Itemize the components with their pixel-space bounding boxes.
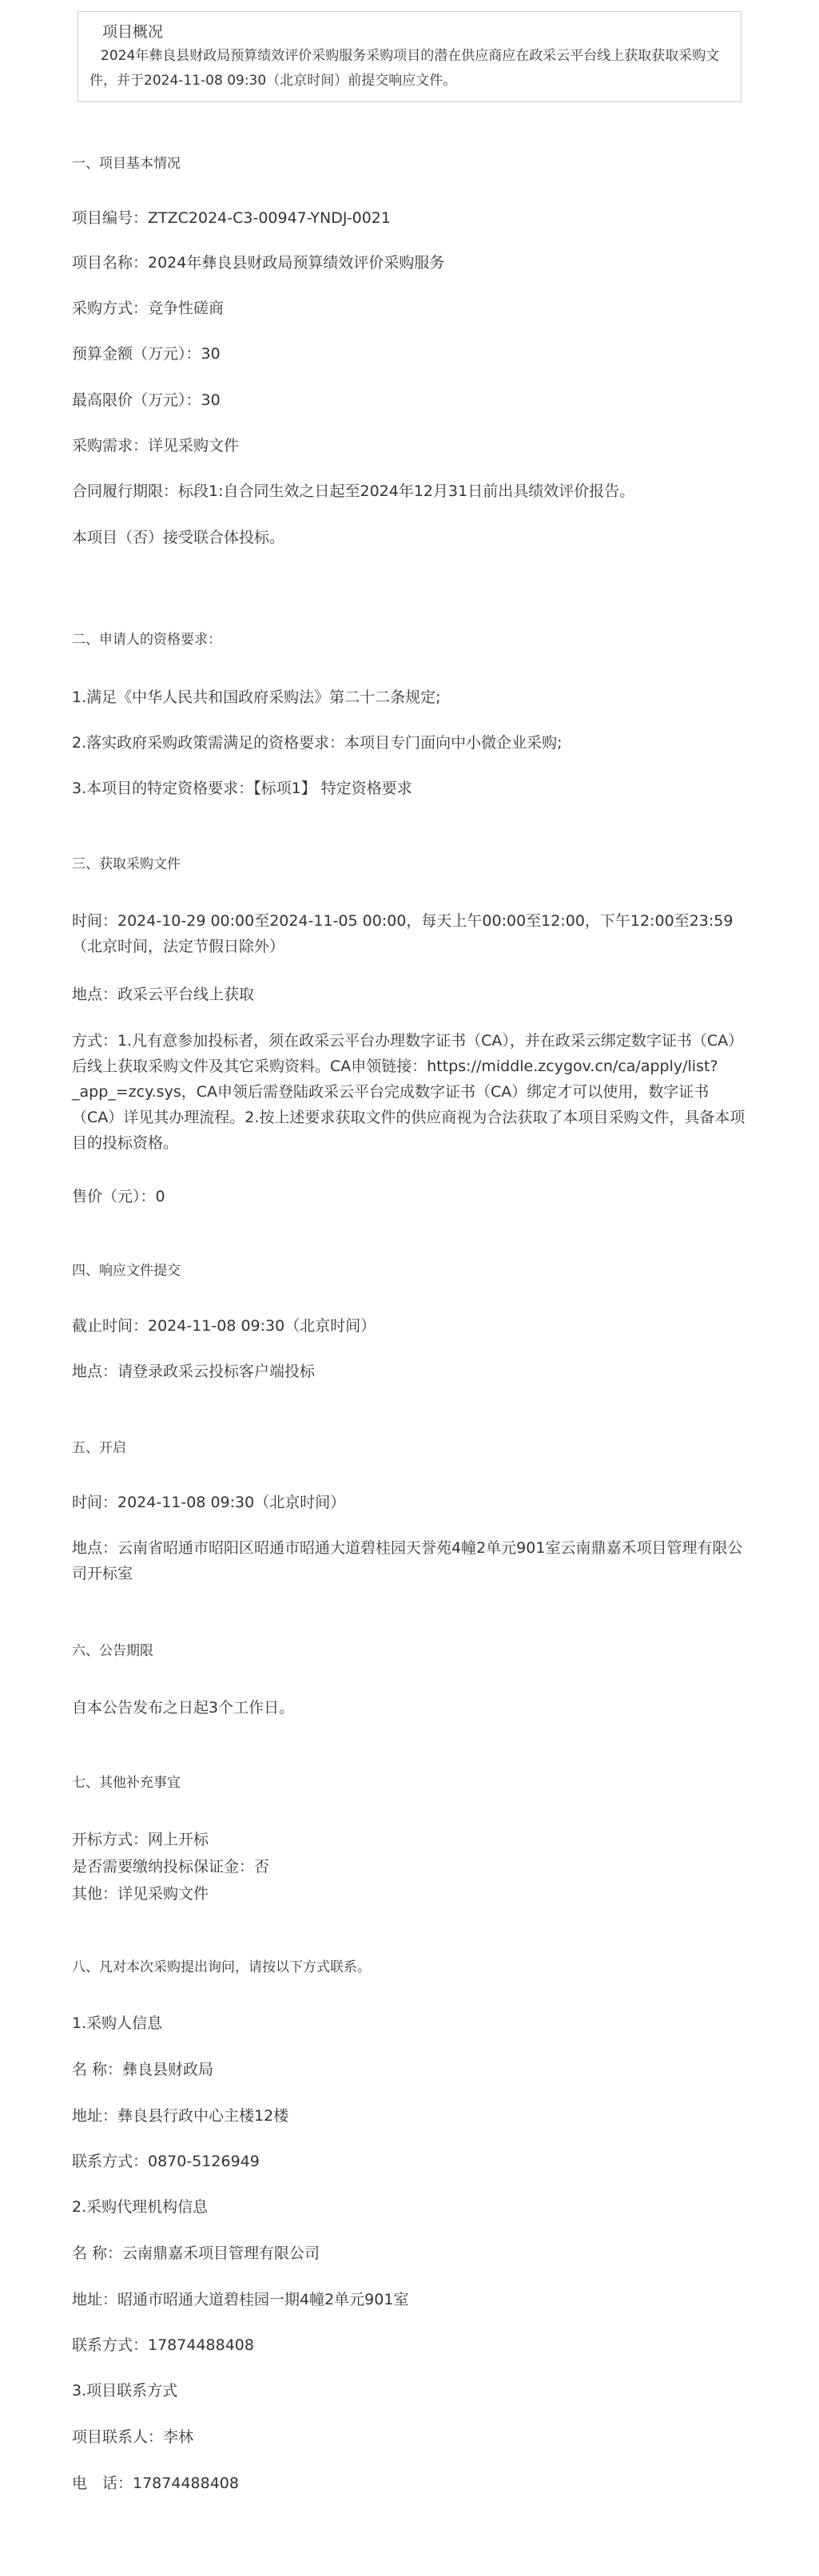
contact-info-title: 3.项目联系方式	[72, 2382, 178, 2399]
section-1-heading: 一、项目基本情况	[72, 156, 181, 172]
agency-address: 地址：昭通市昭通大道碧桂园一期4幢2单元901室	[72, 2291, 409, 2308]
qualification-1: 1.满足《中华人民共和国政府采购法》第二十二条规定;	[72, 689, 441, 706]
document-time: 时间：2024-10-29 00:00至2024-11-05 00:00，每天上午00:00至12:00，下午12:00至23:59（北京时间，法定节假日除外）	[72, 912, 734, 955]
other-matters: 其他：详见采购文件	[72, 1885, 209, 1903]
contact-person: 项目联系人：李林	[72, 2428, 194, 2446]
document-price: 售价（元）：0	[72, 1188, 165, 1205]
section-2-heading: 二、申请人的资格要求：	[72, 632, 221, 648]
agency-phone: 联系方式：17874488408	[72, 2336, 254, 2354]
purchaser-phone: 联系方式：0870-5126949	[72, 2153, 260, 2170]
procurement-requirements: 采购需求：详见采购文件	[72, 437, 240, 454]
budget-amount: 预算金额（万元）：30	[72, 345, 221, 363]
section-4-heading: 四、响应文件提交	[72, 1263, 181, 1279]
submission-deadline: 截止时间：2024-11-08 09:30（北京时间）	[72, 1317, 376, 1335]
section-7-heading: 七、其他补充事宜	[72, 1775, 181, 1791]
document-method: 方式：1.凡有意参加投标者，须在政采云平台办理数字证书（CA），并在政采云绑定数字证书（CA）后线上获取采购文件及其它采购资料。CA申领链接：https://middle.zcygov.cn/ca/apply/list?_app_=zcy.sys，CA申领后需登陆政采云平台完成数字证书（CA）绑定才可以使用，数字证书（CA）详见其办理流程。2.按上述要求获取文件的供应商视为合法获取了本项目采购文件，具备本项目的投标资格。	[72, 1032, 745, 1152]
notice-period: 自本公告发布之日起3个工作日。	[72, 1699, 295, 1717]
opening-place: 地点：云南省昭通市昭阳区昭通市昭通大道碧桂园天誉苑4幢2单元901室云南鼎嘉禾项目管理有限公司开标室	[72, 1539, 743, 1582]
consortium-note: 本项目（否）接受联合体投标。	[72, 529, 285, 546]
project-name: 项目名称：2024年彝良县财政局预算绩效评价采购服务	[72, 254, 445, 272]
procurement-method: 采购方式：竞争性磋商	[72, 300, 225, 317]
overview-title: 项目概况	[102, 23, 164, 41]
section-8-heading: 八、凡对本次采购提出询问，请按以下方式联系。	[72, 1959, 371, 1975]
section-6-heading: 六、公告期限	[72, 1643, 153, 1659]
qualification-3: 3.本项目的特定资格要求：【标项1】 特定资格要求	[72, 780, 412, 797]
submission-place: 地点：请登录政采云投标客户端投标	[72, 1363, 316, 1380]
qualification-2: 2.落实政府采购政策需满足的资格要求：本项目专门面向中小微企业采购;	[72, 734, 563, 752]
project-number: 项目编号：ZTZC2024-C3-00947-YNDJ-0021	[72, 209, 391, 227]
purchaser-name: 名 称：彝良县财政局	[72, 2061, 214, 2078]
purchaser-address: 地址：彝良县行政中心主楼12楼	[72, 2107, 289, 2125]
document-place: 地点：政采云平台线上获取	[72, 986, 255, 1003]
section-5-heading: 五、开启	[72, 1440, 126, 1456]
contract-period: 合同履行期限：标段1:自合同生效之日起至2024年12月31日前出具绩效评价报告。	[72, 482, 635, 500]
overview-description: 2024年彝良县财政局预算绩效评价采购服务采购项目的潜在供应商应在政采云平台线上获取获取采购文件，并于2024-11-08 09:30（北京时间）前提交响应文件。	[89, 48, 720, 89]
opening-mode: 开标方式：网上开标	[72, 1831, 209, 1848]
purchaser-info-title: 1.采购人信息	[72, 2014, 163, 2032]
agency-name: 名 称：云南鼎嘉禾项目管理有限公司	[72, 2245, 320, 2262]
bid-bond: 是否需要缴纳投标保证金：否	[72, 1858, 270, 1875]
opening-time: 时间：2024-11-08 09:30（北京时间）	[72, 1494, 346, 1511]
agency-info-title: 2.采购代理机构信息	[72, 2198, 209, 2216]
section-3-heading: 三、获取采购文件	[72, 856, 181, 872]
contact-phone: 电 话：17874488408	[72, 2475, 239, 2492]
project-overview-box	[78, 11, 741, 102]
max-price: 最高限价（万元）：30	[72, 391, 221, 409]
